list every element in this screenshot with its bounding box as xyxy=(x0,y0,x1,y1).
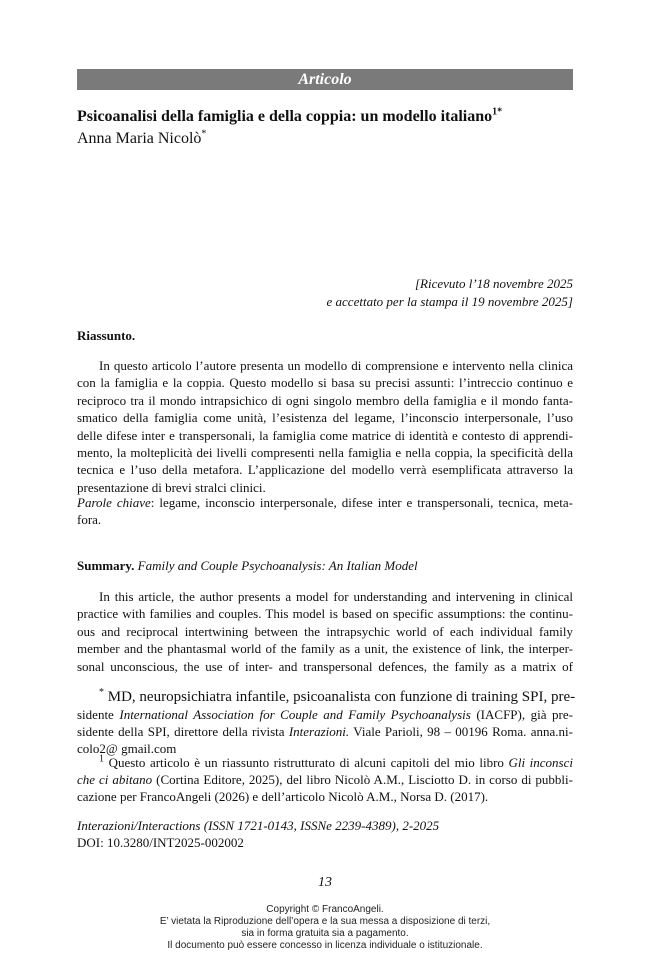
copyright-notice xyxy=(0,904,650,952)
author-footnote-mark: * xyxy=(201,128,207,140)
footnote-text: sidente xyxy=(77,707,120,722)
footnote-line: colo2@ gmail.com xyxy=(77,741,177,756)
journal-citation: Interazioni/Interactions (ISSN 1721-0143, ISSNe 2239-4389), 2-2025 xyxy=(77,818,440,833)
footnote-line xyxy=(77,687,576,706)
abstract-line: mento, la molteplicità dei livelli compresenti nella famiglia e nella coppia, la specificità della xyxy=(77,445,573,461)
footnote-line xyxy=(77,723,573,740)
footnote-one xyxy=(77,754,573,805)
abstract-line: delle difese inter e transpersonali, la famiglia come matrice di identità e contesto di apprendi- xyxy=(77,427,573,443)
abstract-english xyxy=(77,588,573,675)
keywords-italian xyxy=(77,494,573,529)
received-dates xyxy=(327,275,573,311)
footnote-text: (IACFP), già pre- xyxy=(470,707,573,722)
footnote-text: Viale Parioli, 98 – 00196 Roma. anna.ni- xyxy=(349,724,573,739)
footnote-text: sidente della SPI, direttore della rivista xyxy=(77,724,289,739)
abstract-line: reciproco tra il mondo intrapsichico di ogni singolo membro della famiglia e il mondo fanta- xyxy=(77,392,573,408)
summary-line: practice with families and couples. This model is based on specific assumptions: the continu- xyxy=(77,606,573,622)
footnote-author xyxy=(77,687,576,757)
summary-heading xyxy=(77,557,418,575)
received-line: [Ricevuto l’18 novembre 2025 xyxy=(415,276,573,291)
page-number: 13 xyxy=(318,875,332,890)
footnote-mark: 1 xyxy=(99,753,104,765)
abstract-line: In questo articolo l’autore presenta un modello di comprensione e intervento nella clinica xyxy=(99,358,573,373)
summary-line: sonal unconscious, the use of inter- and transpersonal defences, the family as a matrix of xyxy=(77,658,573,674)
abstract-line: con la famiglia e la coppia. Questo modello si basa su precisi assunti: l’intreccio continuo e xyxy=(77,375,573,391)
accepted-line: e accettato per la stampa il 19 novembre 2025] xyxy=(326,294,573,309)
author-name: Anna Maria Nicolò xyxy=(77,130,202,147)
footnote-italic: Gli inconsci xyxy=(508,755,573,770)
footnote-italic: International Association for Couple and Family Psychoanalysis xyxy=(119,707,471,722)
abstract-italian xyxy=(77,357,573,496)
article-author xyxy=(77,129,206,149)
summary-subtitle: Family and Couple Psychoanalysis: An Italian Model xyxy=(137,558,418,573)
keywords-label: Parole chiave xyxy=(77,495,151,510)
footnote-line: cazione per FrancoAngeli (2026) e dell’articolo Nicolò A.M., Norsa D. (2017). xyxy=(77,789,489,804)
copyright-line: Copyright © FrancoAngeli. xyxy=(266,904,384,915)
title-footnote-mark: 1* xyxy=(492,106,503,118)
keywords-line-2: fora. xyxy=(77,512,102,528)
summary-label: Summary. xyxy=(77,558,135,573)
footnote-italic: che ci abitano xyxy=(77,772,153,787)
abstract-line: tecnica e l’uso della metafora. L’applicazione del modello verrà esemplificata attraverso la xyxy=(77,462,573,478)
section-label-bar: Articolo xyxy=(77,69,573,90)
doi: DOI: 10.3280/INT2025-002002 xyxy=(77,835,244,850)
copyright-line: Il documento può essere concesso in licenza individuale o istituzionale. xyxy=(167,940,483,951)
abstract-line: presentazione di brevi stralci clinici. xyxy=(77,479,266,495)
footnote-line xyxy=(77,754,573,771)
abstract-heading: Riassunto. xyxy=(77,328,136,343)
abstract-line: smatico della famiglia come unità, l’esistenza del legame, l’inconscio interpersonale, l’uso xyxy=(77,410,573,426)
summary-line: member and the phantasmal world of the family as a unit, the existence of link, the interper- xyxy=(77,641,573,657)
journal-citation-block xyxy=(77,817,439,851)
summary-line: In this article, the author presents a model for understanding and intervening in clinical xyxy=(99,589,573,604)
summary-line: ous and reciprocal intertwining between the intrapsychic world of each individual family xyxy=(77,623,573,639)
keywords-line xyxy=(77,494,573,511)
copyright-line: sia in forma gratuita sia a pagamento. xyxy=(241,928,409,939)
copyright-line: E’ vietata la Riproduzione dell’opera e la sua messa a disposizione di terzi, xyxy=(159,916,491,927)
footnote-line xyxy=(77,771,573,788)
footnote-mark: * xyxy=(99,687,104,698)
article-title-text: Psicoanalisi della famiglia e della coppia: un modello italiano xyxy=(77,108,493,125)
footnote-text: MD, neuropsichiatra infantile, psicoanalista con funzione di training SPI, pre- xyxy=(107,689,576,705)
footnote-line xyxy=(77,706,573,723)
footnote-text: Questo articolo è un riassunto ristrutturato di alcuni capitoli del mio libro xyxy=(104,755,509,770)
article-title xyxy=(77,107,577,127)
keywords-text: : legame, inconscio interpersonale, difese inter e transpersonali, tecnica, meta- xyxy=(150,495,573,510)
footnote-text: (Cortina Editore, 2025), del libro Nicolò A.M., Lisciotto D. in corso di pubbli- xyxy=(152,772,573,787)
footnote-italic: Interazioni. xyxy=(288,724,350,739)
